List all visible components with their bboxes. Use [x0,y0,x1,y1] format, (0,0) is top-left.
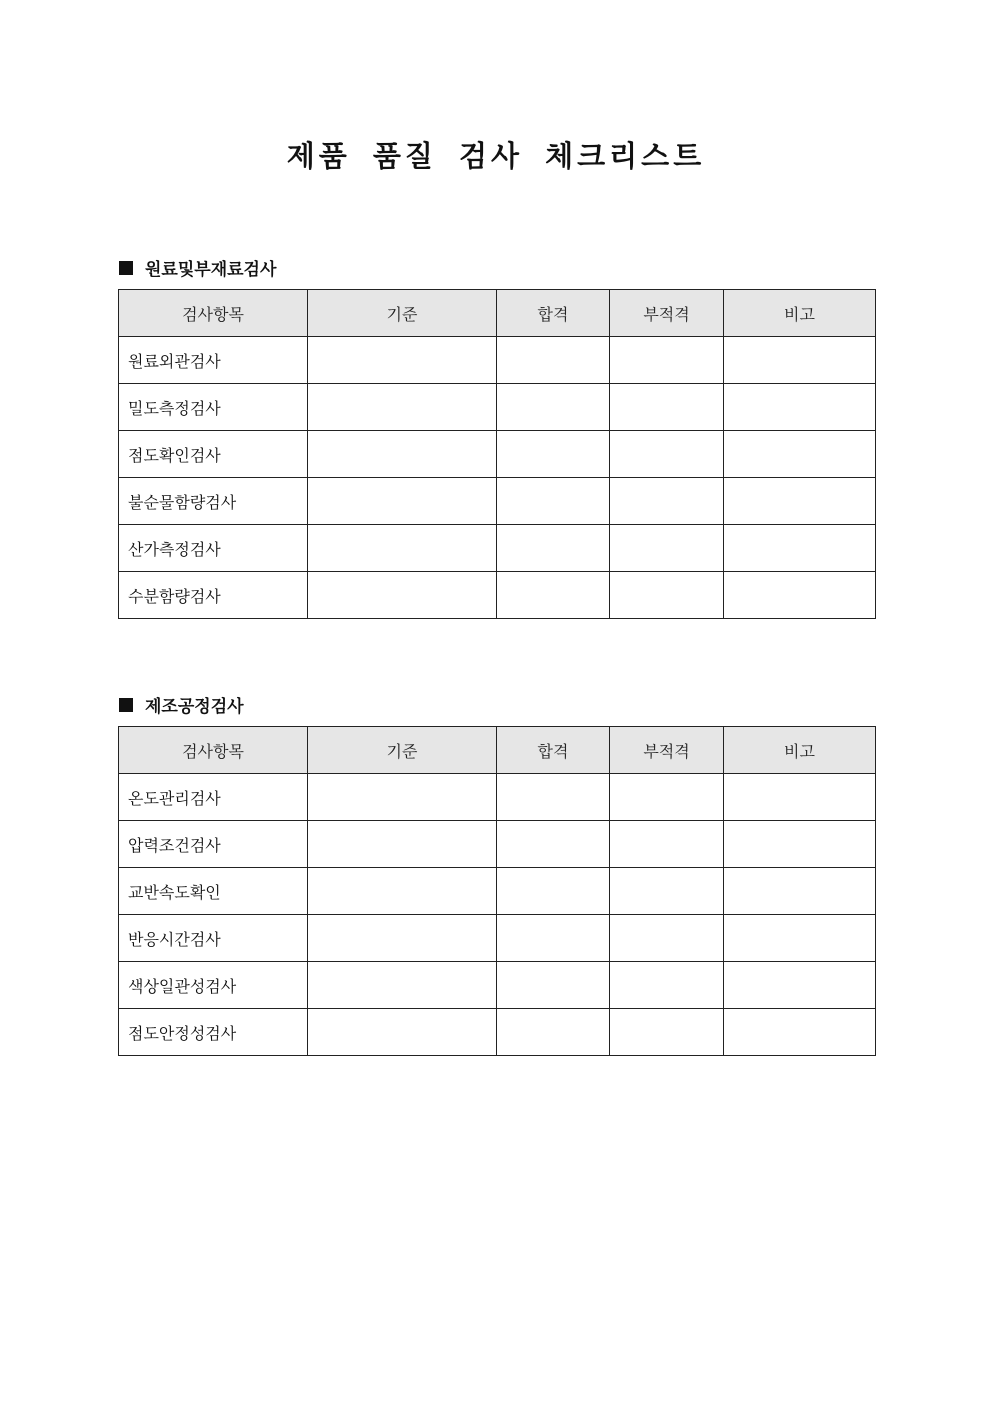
input-cell[interactable] [724,572,876,619]
item-name: 산가측정검사 [119,525,308,572]
input-cell[interactable] [610,962,724,1009]
item-name: 밀도측정검사 [119,384,308,431]
item-name: 온도관리검사 [119,774,308,821]
input-cell[interactable] [497,337,610,384]
input-cell[interactable] [724,868,876,915]
column-header: 검사항목 [119,290,308,337]
column-header: 비고 [724,290,876,337]
input-cell[interactable] [308,478,497,525]
item-name: 점도안정성검사 [119,1009,308,1056]
input-cell[interactable] [610,478,724,525]
page-title: 제품 품질 검사 체크리스트 [286,139,706,173]
column-header: 기준 [308,727,497,774]
input-cell[interactable] [308,572,497,619]
table-row [119,431,876,478]
input-cell[interactable] [724,1009,876,1056]
input-cell[interactable] [497,525,610,572]
input-cell[interactable] [497,384,610,431]
input-cell[interactable] [610,821,724,868]
column-header: 부적격 [610,290,724,337]
input-cell[interactable] [724,431,876,478]
input-cell[interactable] [497,431,610,478]
table-row [119,572,876,619]
input-cell[interactable] [610,774,724,821]
section-heading [119,255,276,280]
table-row [119,478,876,525]
header-row [119,290,876,337]
table-row [119,962,876,1009]
input-cell[interactable] [610,572,724,619]
table-row [119,525,876,572]
item-name: 색상일관성검사 [119,962,308,1009]
input-cell[interactable] [497,1009,610,1056]
input-cell[interactable] [610,868,724,915]
input-cell[interactable] [724,337,876,384]
section-title: 제조공정검사 [145,697,244,717]
input-cell[interactable] [497,868,610,915]
input-cell[interactable] [308,337,497,384]
input-cell[interactable] [724,525,876,572]
input-cell[interactable] [308,821,497,868]
input-cell[interactable] [308,384,497,431]
section-title: 원료및부재료검사 [145,260,277,280]
section-heading [119,692,244,717]
input-cell[interactable] [497,572,610,619]
table-row [119,774,876,821]
column-header: 합격 [497,727,610,774]
input-cell[interactable] [497,478,610,525]
item-name: 원료외관검사 [119,337,308,384]
input-cell[interactable] [497,821,610,868]
input-cell[interactable] [308,1009,497,1056]
input-cell[interactable] [724,774,876,821]
item-name: 불순물함량검사 [119,478,308,525]
input-cell[interactable] [308,915,497,962]
column-header: 합격 [497,290,610,337]
header-row [119,727,876,774]
item-name: 교반속도확인 [119,868,308,915]
input-cell[interactable] [610,337,724,384]
input-cell[interactable] [308,868,497,915]
input-cell[interactable] [724,962,876,1009]
input-cell[interactable] [610,384,724,431]
table-row [119,868,876,915]
column-header: 비고 [724,727,876,774]
input-cell[interactable] [610,431,724,478]
input-cell[interactable] [308,525,497,572]
process-table [118,726,876,1056]
raw-material-table [118,289,876,619]
input-cell[interactable] [610,525,724,572]
input-cell[interactable] [724,915,876,962]
column-header: 검사항목 [119,727,308,774]
input-cell[interactable] [497,962,610,1009]
item-name: 수분함량검사 [119,572,308,619]
input-cell[interactable] [724,821,876,868]
square-bullet-icon [119,261,133,275]
input-cell[interactable] [724,384,876,431]
input-cell[interactable] [724,478,876,525]
square-bullet-icon [119,698,133,712]
input-cell[interactable] [610,915,724,962]
input-cell[interactable] [610,1009,724,1056]
input-cell[interactable] [308,962,497,1009]
column-header: 기준 [308,290,497,337]
input-cell[interactable] [497,774,610,821]
input-cell[interactable] [308,431,497,478]
table-row [119,384,876,431]
column-header: 부적격 [610,727,724,774]
item-name: 반응시간검사 [119,915,308,962]
table-row [119,337,876,384]
input-cell[interactable] [497,915,610,962]
input-cell[interactable] [308,774,497,821]
table-row [119,915,876,962]
table-row [119,821,876,868]
table-row [119,1009,876,1056]
item-name: 압력조건검사 [119,821,308,868]
item-name: 점도확인검사 [119,431,308,478]
